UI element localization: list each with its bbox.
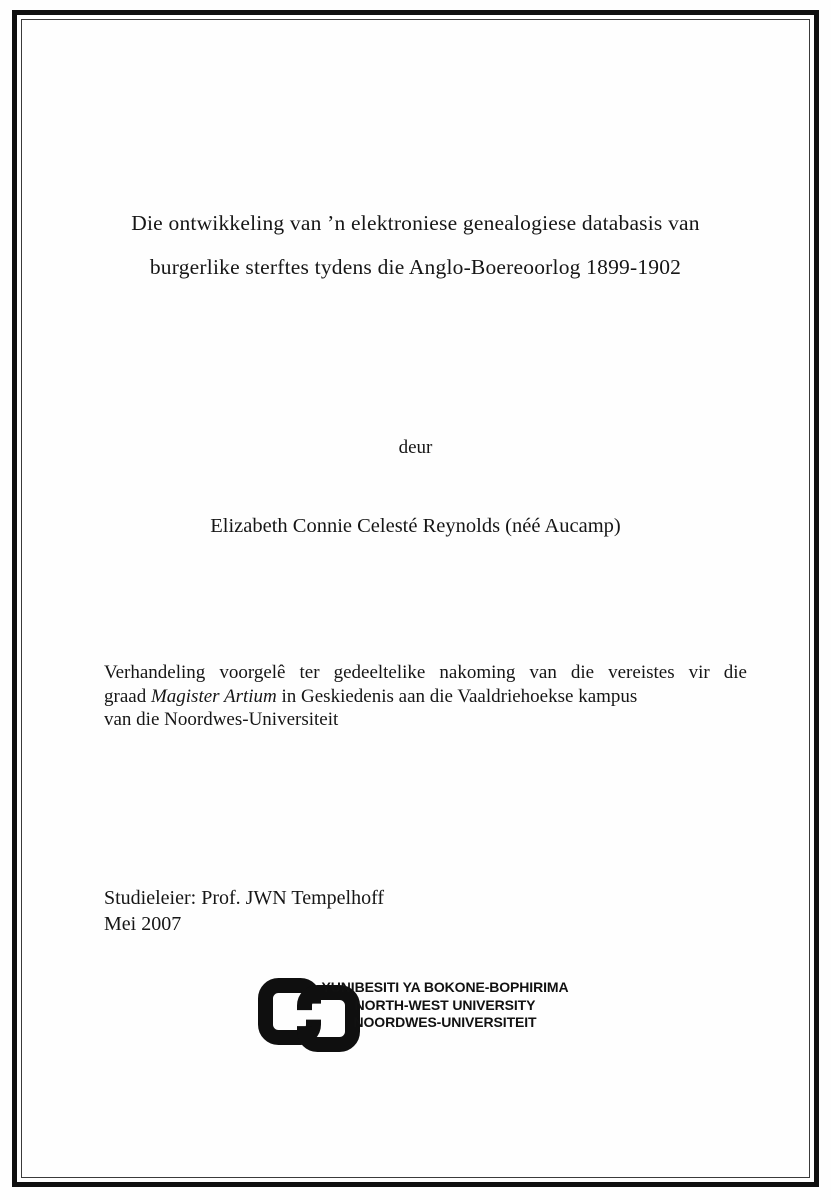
- author-name: Elizabeth Connie Celesté Reynolds (néé Aucamp): [210, 515, 621, 537]
- thesis-title: [60, 201, 771, 289]
- degree-name-italic: Magister Artium: [150, 685, 277, 707]
- submission-line-2: [104, 685, 747, 709]
- university-name-block: [320, 979, 570, 1032]
- supervisor-and-date: [104, 885, 384, 937]
- university-name-setswana: YUNIBESITI YA BOKONE-BOPHIRIMA: [321, 979, 569, 995]
- byline-label: deur: [398, 437, 433, 458]
- university-name-english: NORTH-WEST UNIVERSITY: [354, 996, 536, 1013]
- thesis-title-line-2: burgerlike sterftes tydens die Anglo-Boereoorlog 1899-1902: [149, 255, 682, 279]
- submission-line-2-post: in Geskiedenis aan die Vaaldriehoekse kampus: [276, 685, 638, 707]
- submission-line-1: Verhandeling voorgelê ter gedeeltelike nakoming van die vereistes vir die: [104, 662, 747, 683]
- submission-line-2-pre: graad: [104, 685, 151, 707]
- north-west-university-logo: [258, 971, 570, 1055]
- submission-line-3: van die Noordwes-Universiteit: [104, 709, 339, 730]
- thesis-title-line-1: Die ontwikkeling van ’n elektroniese genealogiese databasis van: [131, 211, 700, 235]
- submission-statement: [104, 661, 747, 732]
- date-line: Mei 2007: [104, 913, 182, 935]
- university-name-afrikaans: NOORDWES-UNIVERSITEIT: [353, 1014, 537, 1030]
- supervisor-line: Studieleier: Prof. JWN Tempelhoff: [104, 887, 385, 909]
